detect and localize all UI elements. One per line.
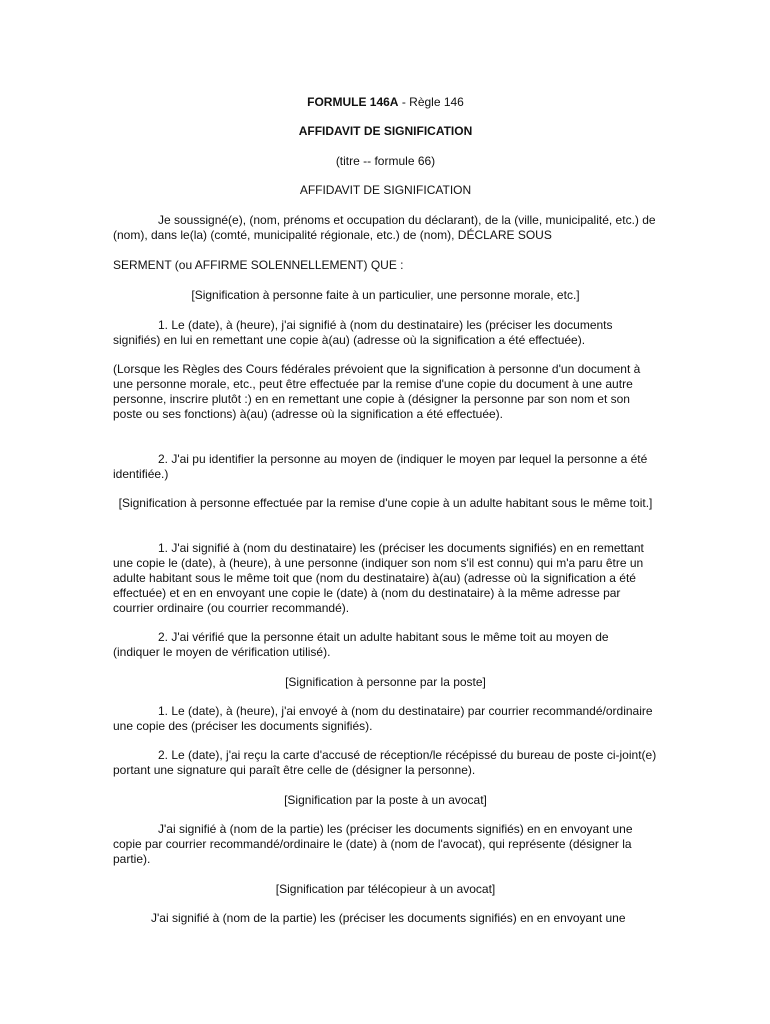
form-subtitle: AFFIDAVIT DE SIGNIFICATION: [298, 124, 473, 138]
paragraph-poste-2: 2. Le (date), j'ai reçu la carte d'accusé de réception/le récépissé du bureau de poste ci-joint(e) portant une signature qui paraît être celle de (désigner la personne).: [113, 748, 657, 777]
paragraph-adulte-2: 2. J'ai vérifié que la personne était un adulte habitant sous le même toit au moyen de (indiquer le moyen de vérification utilisé).: [113, 630, 609, 659]
paragraph-telecopieur: J'ai signifié à (nom de la partie) les (préciser les documents signifiés) en en envoyant une: [151, 911, 626, 925]
paragraph-avocat: J'ai signifié à (nom de la partie) les (préciser les documents signifiés) en en envoyant une copie par courrier recommandé/ordinaire le (date) à (nom de l'avocat), qui représente (désigner la partie).: [113, 822, 633, 866]
paragraph-poste-1: 1. Le (date), à (heure), j'ai envoyé à (nom du destinataire) par courrier recommandé/ordinaire une copie des (préciser les documents signifiés).: [113, 704, 653, 733]
section-heading-poste: [Signification à personne par la poste]: [285, 675, 486, 689]
section-heading-adulte: [Signification à personne effectuée par la remise d'une copie à un adulte habitant sous le même toit.]: [118, 496, 653, 510]
intro-paragraph: Je soussigné(e), (nom, prénoms et occupation du déclarant), de la (ville, municipalité, etc.) de (nom), dans le(la) (comté, municipalité régionale, etc.) de (nom), DÉCLARE SOUS: [113, 213, 656, 242]
section-heading-personne: [Signification à personne faite à un particulier, une personne morale, etc.]: [191, 288, 580, 302]
form-number: FORMULE 146A: [307, 95, 399, 109]
form-title: [113, 95, 658, 110]
section-heading-telecopieur: [Signification par télécopieur à un avocat]: [275, 882, 496, 896]
section-heading-avocat: [Signification par la poste à un avocat]: [284, 793, 487, 807]
rule-reference: - Règle 146: [398, 95, 464, 109]
paragraph-personne-1: 1. Le (date), à (heure), j'ai signifié à (nom du destinataire) les (préciser les documents signifiés) en lui en remettant une copie à(au) (adresse où la signification a été effectuée).: [113, 318, 613, 347]
titre-note: (titre -- formule 66): [335, 154, 436, 168]
serment-paragraph: SERMENT (ou AFFIRME SOLENNELLEMENT) QUE :: [113, 258, 404, 272]
paragraph-adulte-1: 1. J'ai signifié à (nom du destinataire) les (préciser les documents signifiés) en en remettant une copie le (date), à (heure), à une personne (indiquer son nom s'il est connu) qui m'a paru être un adulte habitant sous le même toit que (nom du destinataire) à(au) (adresse où la signification a été effectuée) et en en envoyant une copie le (date) à (nom du destinataire) à la même adresse par courrier ordinaire (ou courrier recommandé).: [113, 541, 644, 615]
paragraph-personne-morale: (Lorsque les Règles des Cours fédérales prévoient que la signification à personne d'un document à une personne morale, etc., peut être effectuée par la remise d'une copie du document à une autre personne, inscrire plutôt :) en en remettant une copie à (désigner la personne par son nom et son poste ou ses fonctions) à(au) (adresse où la signification a été effectuée).: [113, 362, 641, 421]
paragraph-personne-2: 2. J'ai pu identifier la personne au moyen de (indiquer le moyen par lequel la personne a été identifiée.): [113, 452, 648, 481]
affidavit-heading: AFFIDAVIT DE SIGNIFICATION: [299, 183, 472, 197]
